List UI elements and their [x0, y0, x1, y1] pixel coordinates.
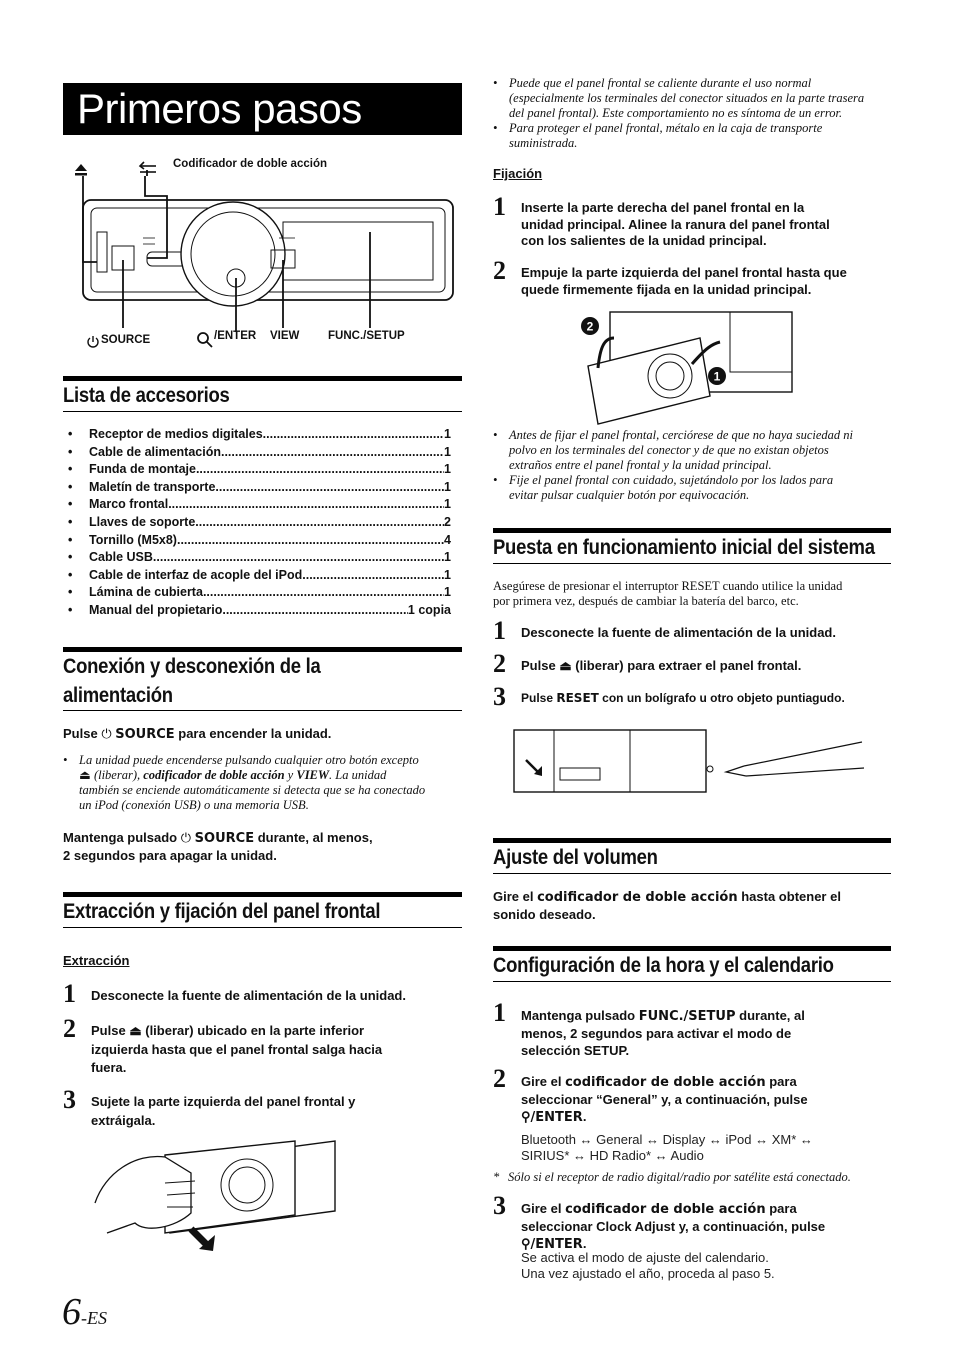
accessory-item: • Cable USB ..... 1	[63, 549, 451, 567]
encoder-label: Codificador de doble acción	[173, 158, 327, 170]
page-title: Primeros pasos	[63, 83, 462, 135]
init-intro: Asegúrese de presionar el interruptor RESET cuando utilice la unidad por primera vez, después de cambiar la batería del barco, etc.	[493, 579, 843, 608]
accessory-item: • Funda de montaje ..... 1	[63, 461, 451, 479]
eject-icon: ⏏	[79, 768, 91, 782]
footnote: * Sólo si el receptor de radio digital/radio por satélite está conectado.	[493, 1170, 851, 1184]
reset-drawing	[512, 728, 872, 794]
extraction-label: Extracción	[63, 953, 130, 968]
accessory-item: • Cable de alimentación ..... 1	[63, 444, 451, 462]
power-note: • La unidad puede encenderse pulsando cualquier otro botón excepto ⏏ (liberar), codificador de doble acción y VIEW. La unidad también se enciende automáticamente si detecta que se ha conectado un iPod (conexión USB) o una memoria USB.	[63, 753, 426, 812]
accessory-item: • Maletín de transporte ..... 1	[63, 479, 451, 497]
accessories-list	[63, 426, 451, 620]
power-icon: ⏻	[101, 726, 112, 741]
accessory-item: • Llaves de soporte ..... 2	[63, 514, 451, 532]
fixing-notes: • Antes de fijar el panel frontal, cerciórese de que no haya suciedad ni polvo en los terminales del conector y de que no existan objetos extraños entre el panel frontal y la unidad principal. • Fije el panel frontal con cuidado, sujetándolo por los lados para evitar pulsar cualquier botón por equivocación.	[493, 428, 854, 502]
extraction-illustration	[95, 1133, 335, 1253]
power-icon: ⏻	[180, 830, 192, 845]
clock-step-2: Gire el codificador de doble acción para seleccionar “General” y, a continuación, pulse ⚲/ENTER.	[521, 1074, 808, 1125]
clock-step-3: Gire el codificador de doble acción para seleccionar Clock Adjust y, a continuación, pulse ⚲/ENTER.	[521, 1201, 826, 1252]
eject-icon: ⏏	[559, 658, 572, 673]
extraction-drawing	[95, 1133, 335, 1253]
step-number: 2	[63, 1014, 76, 1043]
power-heading: Conexión y desconexión de la alimentación	[63, 647, 462, 711]
accessory-item: • Lámina de cubierta ..... 1	[63, 584, 451, 602]
accessory-item: • Marco frontal ..... 1	[63, 496, 451, 514]
power-on-text: Pulse ⏻ SOURCE para encender la unidad.	[63, 726, 332, 742]
step-number: 1	[493, 192, 506, 221]
step-number: 3	[63, 1085, 76, 1114]
fixing-drawing	[580, 308, 795, 426]
eject-icon	[75, 164, 87, 176]
search-icon: ⚲	[521, 1236, 531, 1251]
extract-step-1: Desconecte la fuente de alimentación de la unidad.	[91, 988, 406, 1003]
init-step-1: Desconecte la fuente de alimentación de la unidad.	[521, 625, 836, 640]
fix-label: Fijación	[493, 166, 543, 181]
svg-text:1: 1	[713, 369, 721, 384]
volume-text: Gire el codificador de doble acción hasta obtener el sonido deseado.	[493, 889, 841, 922]
step-number: 1	[63, 979, 76, 1008]
clock-heading: Configuración de la hora y el calendario	[493, 946, 891, 982]
init-heading: Puesta en funcionamiento inicial del sistema	[493, 528, 891, 564]
panel-notes: • Puede que el panel frontal se caliente durante el uso normal (especialmente los terminales del conector situados en la parte trasera del panel frontal). Este comportamiento no es síntoma de un error. • Para proteger el panel frontal, métalo en la caja de transporte suministrada.	[493, 76, 865, 150]
source-label: SOURCE	[101, 334, 151, 346]
init-step-3: Pulse RESET con un bolígrafo u otro objeto puntiagudo.	[521, 691, 845, 705]
step-number: 1	[493, 616, 506, 645]
accessory-item: • Receptor de medios digitales ..... 1	[63, 426, 451, 444]
eject-icon: ⏏	[129, 1023, 142, 1038]
setup-menu-sequence: Bluetooth ↔ General ↔ Display ↔ iPod ↔ XM* ↔ SIRIUS* ↔ HD Radio* ↔ Audio	[521, 1132, 813, 1163]
fixing-illustration	[580, 308, 795, 426]
accessory-item: • Manual del propietario ..... 1 copia	[63, 602, 451, 620]
view-label: VIEW	[270, 330, 300, 342]
panel-heading: Extracción y fijación del panel frontal	[63, 892, 462, 928]
accessory-item: • Cable de interfaz de acople del iPod ..... 1	[63, 567, 451, 585]
step-number: 2	[493, 1064, 506, 1093]
accessories-heading: Lista de accesorios	[63, 376, 462, 412]
enter-label: /ENTER	[214, 330, 257, 342]
volume-heading: Ajuste del volumen	[493, 838, 891, 874]
power-off-text: Mantenga pulsado ⏻ SOURCE durante, al menos, 2 segundos para apagar la unidad.	[63, 830, 373, 863]
func-label: FUNC./SETUP	[328, 330, 405, 342]
extract-step-3: Sujete la parte izquierda del panel frontal y extráigala.	[91, 1094, 356, 1128]
step-number: 2	[493, 649, 506, 678]
page-number: 6-ES	[62, 1291, 107, 1333]
search-icon	[198, 333, 212, 347]
search-icon: ⚲	[521, 1109, 531, 1124]
power-icon	[88, 336, 98, 347]
svg-text:2: 2	[586, 319, 594, 334]
step-number: 2	[493, 256, 506, 285]
step-number: 3	[493, 682, 506, 711]
unit-diagram-drawing	[63, 150, 463, 355]
step-number: 1	[493, 998, 506, 1027]
init-step-2: Pulse ⏏ (liberar) para extraer el panel frontal.	[521, 658, 802, 673]
accessory-item: • Tornillo (M5x8) ..... 4	[63, 532, 451, 550]
clock-step-1: Mantenga pulsado FUNC./SETUP durante, al menos, 2 segundos para activar el modo de selección SETUP.	[521, 1008, 805, 1058]
reset-illustration	[512, 728, 872, 794]
step-number: 3	[493, 1191, 506, 1220]
clock-step-3-note: Se activa el modo de ajuste del calendario. Una vez ajustado el año, proceda al paso 5.	[521, 1250, 775, 1281]
unit-diagram	[63, 150, 463, 355]
extract-step-2: Pulse ⏏ (liberar) ubicado en la parte inferior izquierda hasta que el panel frontal salga hacia fuera.	[91, 1023, 383, 1075]
return-icon	[140, 162, 156, 172]
fix-step-2: Empuje la parte izquierda del panel frontal hasta que quede firmemente fijada en la unidad principal.	[521, 265, 847, 297]
fix-step-1: Inserte la parte derecha del panel frontal en la unidad principal. Alinee la ranura del panel frontal con los salientes de la unidad principal.	[521, 200, 830, 248]
